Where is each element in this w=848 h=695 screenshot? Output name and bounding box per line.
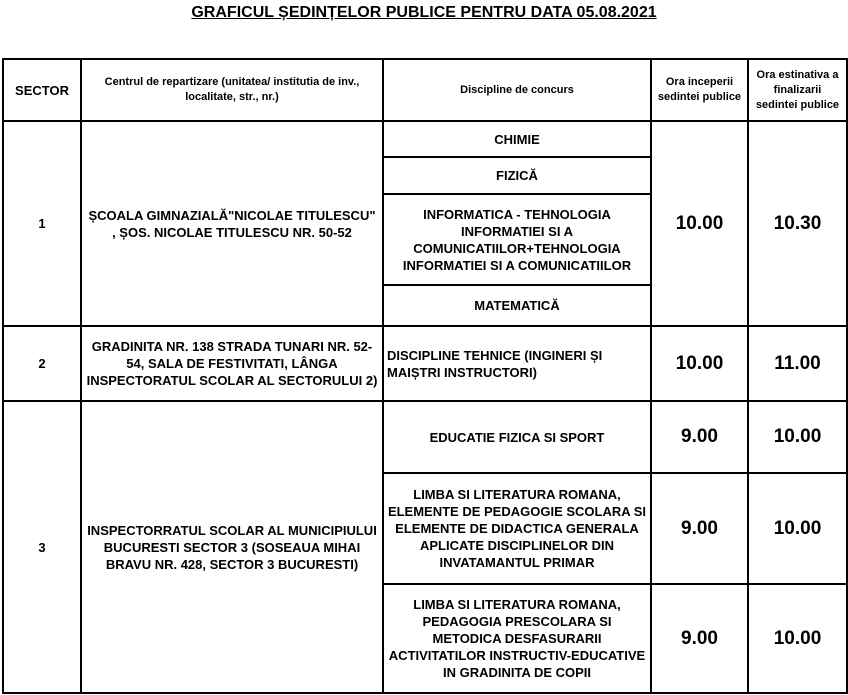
table-row bbox=[3, 326, 847, 401]
discipline-cell: DISCIPLINE TEHNICE (INGINERI ȘI MAIȘTRI INSTRUCTORI) bbox=[383, 326, 651, 401]
header-discipline: Discipline de concurs bbox=[383, 59, 651, 121]
start-time: 10.00 bbox=[651, 326, 748, 401]
table-row bbox=[3, 121, 847, 157]
start-time: 10.00 bbox=[651, 121, 748, 326]
header-start-time: Ora inceperii sedintei publice bbox=[651, 59, 748, 121]
end-time: 10.00 bbox=[748, 401, 847, 473]
discipline-cell: MATEMATICĂ bbox=[383, 285, 651, 326]
end-time: 10.30 bbox=[748, 121, 847, 326]
header-sector: SECTOR bbox=[3, 59, 81, 121]
table-row bbox=[3, 401, 847, 473]
schedule-table bbox=[2, 58, 848, 694]
sector-number: 3 bbox=[3, 401, 81, 693]
discipline-cell: FIZICĂ bbox=[383, 157, 651, 194]
start-time: 9.00 bbox=[651, 473, 748, 584]
document-title: GRAFICUL ȘEDINȚELOR PUBLICE PENTRU DATA 05.08.2021 bbox=[191, 4, 657, 21]
header-row bbox=[3, 59, 847, 121]
header-end-time: Ora estinativa a finalizarii sedintei publice bbox=[748, 59, 847, 121]
start-time: 9.00 bbox=[651, 401, 748, 473]
sector-number: 1 bbox=[3, 121, 81, 326]
start-time: 9.00 bbox=[651, 584, 748, 693]
center-name: ȘCOALA GIMNAZIALĂ"NICOLAE TITULESCU" , ȘOS. NICOLAE TITULESCU NR. 50-52 bbox=[81, 121, 383, 326]
header-center: Centrul de repartizare (unitatea/ institutia de inv., localitate, str., nr.) bbox=[81, 59, 383, 121]
center-name: GRADINITA NR. 138 STRADA TUNARI NR. 52-54, SALA DE FESTIVITATI, LÂNGA INSPECTORATUL SCOLAR AL SECTORULUI 2) bbox=[81, 326, 383, 401]
end-time: 10.00 bbox=[748, 473, 847, 584]
discipline-cell: LIMBA SI LITERATURA ROMANA, ELEMENTE DE PEDAGOGIE SCOLARA SI ELEMENTE DE DIDACTICA GENERALA APLICATE DISCIPLINELOR DIN INVATAMANTUL PRIMAR bbox=[383, 473, 651, 584]
end-time: 10.00 bbox=[748, 584, 847, 693]
discipline-cell: LIMBA SI LITERATURA ROMANA, PEDAGOGIA PRESCOLARA SI METODICA DESFASURARII ACTIVITATILOR INSTRUCTIV-EDUCATIVE IN GRADINITA DE COPII bbox=[383, 584, 651, 693]
discipline-cell: EDUCATIE FIZICA SI SPORT bbox=[383, 401, 651, 473]
discipline-cell: CHIMIE bbox=[383, 121, 651, 157]
sector-number: 2 bbox=[3, 326, 81, 401]
end-time: 11.00 bbox=[748, 326, 847, 401]
discipline-cell: INFORMATICA - TEHNOLOGIA INFORMATIEI SI A COMUNICATIILOR+TEHNOLOGIA INFORMATIEI SI A COMUNICATIILOR bbox=[383, 194, 651, 285]
center-name: INSPECTORRATUL SCOLAR AL MUNICIPIULUI BUCURESTI SECTOR 3 (SOSEAUA MIHAI BRAVU NR. 428, SECTOR 3 BUCURESTI) bbox=[81, 401, 383, 693]
